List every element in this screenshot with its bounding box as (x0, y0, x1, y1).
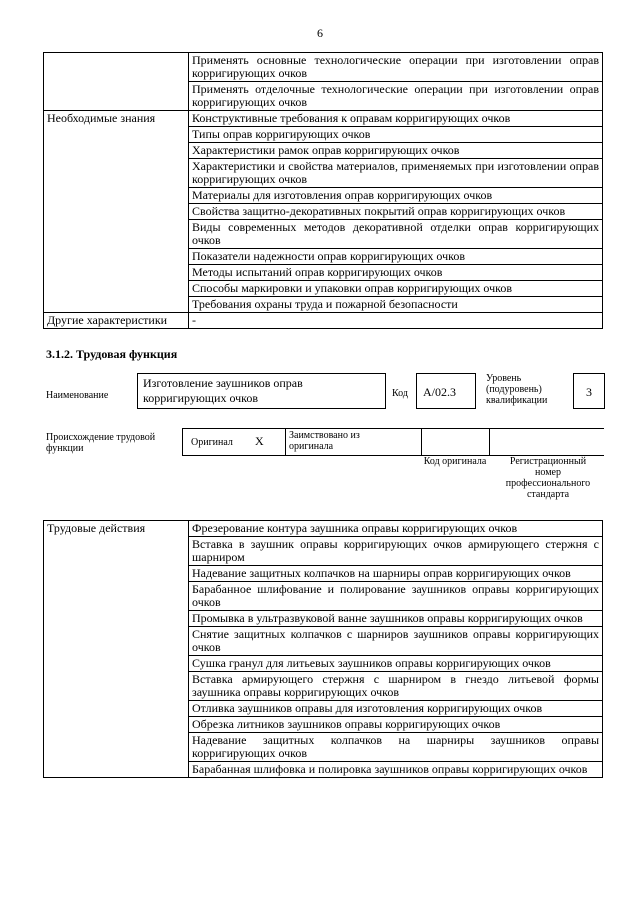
table-cell: Барабанное шлифование и полирование заушников оправы корригирующих очков (189, 582, 603, 611)
knowledge-table (43, 52, 603, 329)
table-cell: Снятие защитных колпачков с шарниров заушников оправы корригирующих очков (189, 627, 603, 656)
origin-label: Происхождение трудовой функции (46, 432, 156, 454)
row-label-other: Другие характеристики (44, 313, 189, 329)
name-box (137, 373, 386, 409)
table-cell: Показатели надежности оправ корригирующих очков (189, 249, 603, 265)
table-cell: Требования охраны труда и пожарной безопасности (189, 297, 603, 313)
reg-number-caption: Регистрационный номер профессионального стандарта (505, 456, 591, 500)
row-label-knowledge: Необходимые знания (44, 111, 189, 313)
code-box (416, 373, 476, 409)
borrowed-label: Заимствовано из оригинала (289, 430, 360, 452)
table-cell: Способы маркировки и упаковки оправ корригирующих очков (189, 281, 603, 297)
table-row (44, 313, 603, 329)
table-cell: Промывка в ультразвуковой ванне заушников оправы корригирующих очков (189, 611, 603, 627)
table-cell: - (189, 313, 603, 329)
table-cell: Характеристики рамок оправ корригирующих очков (189, 143, 603, 159)
table-cell: Вставка в заушник оправы корригирующих очков армирующего стержня с шарниром (189, 537, 603, 566)
table-cell: Применять отделочные технологические операции при изготовлении оправ корригирующих очков (189, 82, 603, 111)
row-label (44, 53, 189, 111)
table-row (44, 53, 603, 82)
table-cell: Вставка армирующего стержня с шарниром в гнездо литьевой формы заушника оправы корригирующих очков (189, 672, 603, 701)
table-cell: Отливка заушников оправы для изготовления корригирующих очков (189, 701, 603, 717)
origin-box (182, 428, 604, 456)
table-cell: Типы оправ корригирующих очков (189, 127, 603, 143)
table-row (44, 111, 603, 127)
code-value: A/02.3 (423, 385, 456, 399)
table-cell: Фрезерование контура заушника оправы корригирующих очков (189, 521, 603, 537)
page-number: 6 (317, 26, 323, 40)
table-cell: Свойства защитно-декоративных покрытий оправ корригирующих очков (189, 204, 603, 220)
table-cell: Барабанная шлифовка и полировка заушников оправы корригирующих очков (189, 762, 603, 778)
table-cell: Характеристики и свойства материалов, применяемых при изготовлении оправ корригирующих очков (189, 159, 603, 188)
table-cell: Сушка гранул для литьевых заушников оправы корригирующих очков (189, 656, 603, 672)
section-heading: 3.1.2. Трудовая функция (46, 347, 178, 361)
table-cell: Материалы для изготовления оправ корригирующих очков (189, 188, 603, 204)
original-mark: X (255, 434, 264, 448)
table-cell: Надевание защитных колпачков на шарниры оправ корригирующих очков (189, 566, 603, 582)
original-label: Оригинал (191, 437, 233, 448)
table-row (44, 521, 603, 537)
divider (421, 429, 422, 455)
table-cell: Применять основные технологические операции при изготовлении оправ корригирующих очков (189, 53, 603, 82)
function-name: Изготовление заушников оправ корригирующих очков (143, 376, 303, 405)
table-cell: Надевание защитных колпачков на шарниры заушников оправы корригирующих очков (189, 733, 603, 762)
table-cell: Виды современных методов декоративной отделки оправ корригирующих очков (189, 220, 603, 249)
row-label-actions: Трудовые действия (44, 521, 189, 778)
divider (489, 429, 490, 455)
code-label: Код (392, 388, 408, 399)
table-cell: Методы испытаний оправ корригирующих очков (189, 265, 603, 281)
level-value: 3 (586, 385, 592, 399)
name-label: Наименование (46, 390, 109, 401)
table-cell: Конструктивные требования к оправам корригирующих очков (189, 111, 603, 127)
code-original-caption: Код оригинала (423, 456, 487, 467)
level-label: Уровень (подуровень) квалификации (486, 373, 548, 406)
level-box (573, 373, 605, 409)
labour-actions-table (43, 520, 603, 778)
divider (285, 429, 286, 455)
table-cell: Обрезка литников заушников оправы корригирующих очков (189, 717, 603, 733)
